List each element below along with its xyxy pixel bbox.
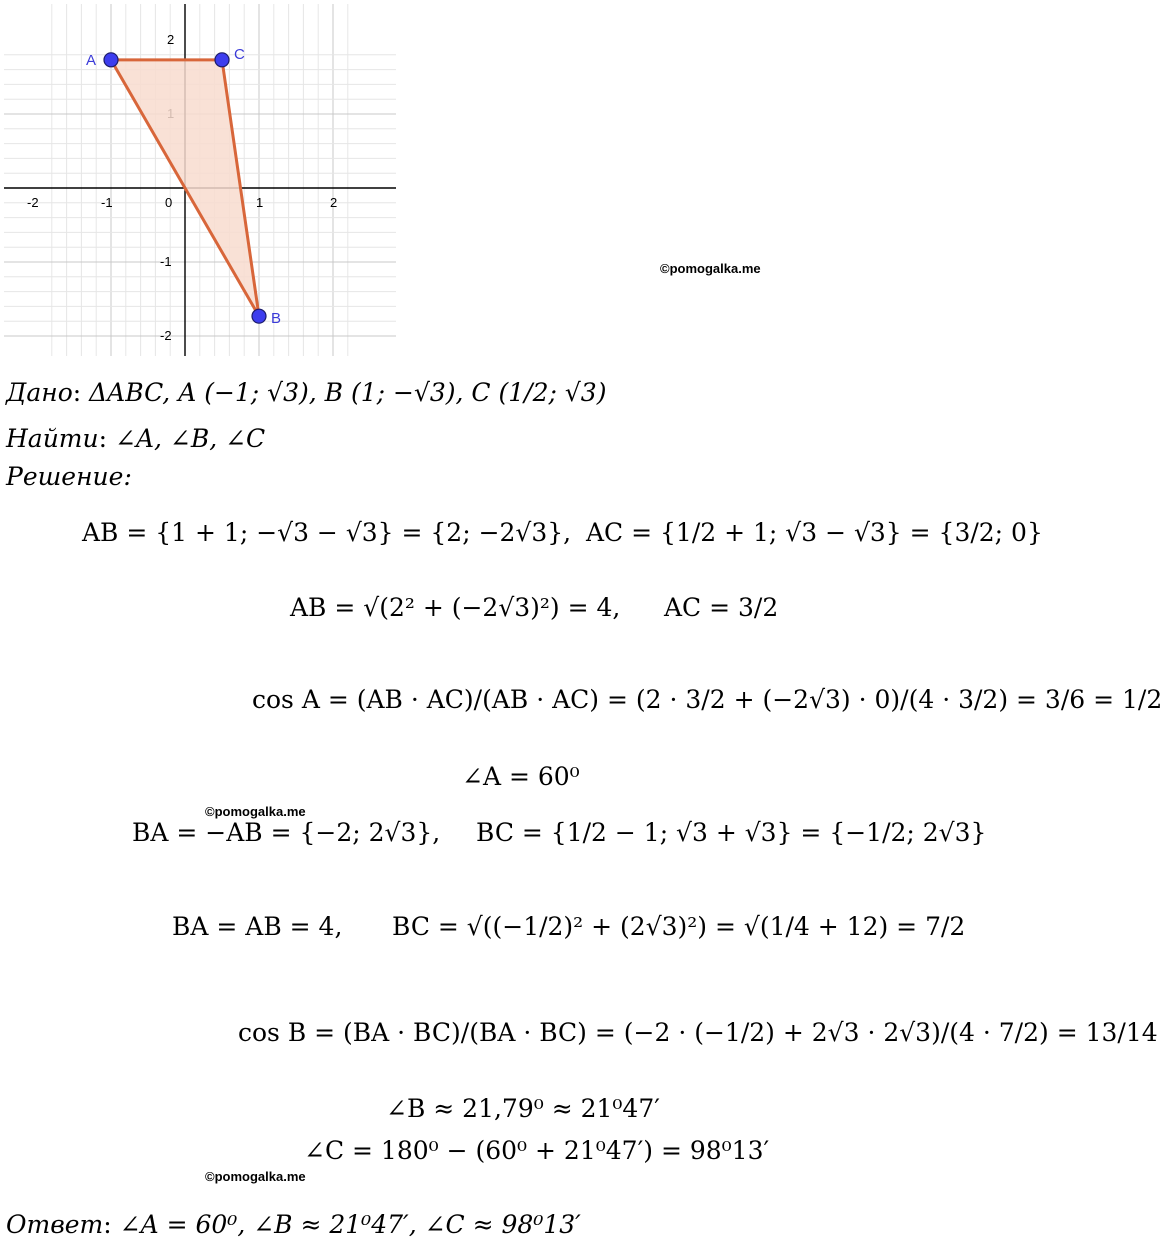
find-text: ∠A, ∠B, ∠C — [115, 424, 266, 453]
step-bc-vector: BC = {1/2 − 1; √3 + √3} = {−1/2; 2√3} — [476, 818, 987, 847]
vertex-point — [104, 53, 118, 67]
step-length-ab: AB = √(2² + (−2√3)²) = 4, — [290, 593, 621, 622]
step-angle-b: ∠B ≈ 21,79⁰ ≈ 21⁰47′ — [386, 1094, 660, 1123]
answer-text: ∠A = 60⁰, ∠B ≈ 21⁰47′, ∠C ≈ 98⁰13′ — [119, 1210, 581, 1239]
solution-label: Решение: — [6, 462, 132, 491]
step-length-ac: AC = 3/2 — [664, 593, 779, 622]
vertex-point — [215, 53, 229, 67]
vertex-label: C — [234, 45, 245, 63]
given-line: Дано: ΔABC, A (−1; √3), B (1; −√3), C (1/2; √3) — [6, 378, 607, 407]
step-angle-c: ∠C = 180⁰ − (60⁰ + 21⁰47′) = 98⁰13′ — [304, 1136, 770, 1165]
y-tick-label: -2 — [160, 328, 172, 343]
step-ba-vector: BA = −AB = {−2; 2√3}, — [132, 818, 441, 847]
step-angle-a: ∠A = 60⁰ — [462, 762, 580, 791]
step-length-bc: BC = √((−1/2)² + (2√3)²) = √(1/4 + 12) = 7/2 — [392, 912, 966, 941]
find-label: Найти — [6, 424, 99, 453]
x-tick-label: 2 — [330, 195, 338, 210]
answer-label: Ответ — [6, 1210, 104, 1239]
x-tick-label: -1 — [101, 195, 113, 210]
x-tick-label: 0 — [165, 195, 173, 210]
given-label: Дано — [6, 378, 73, 407]
step-cos-a: cos A = (AB · AC)/(AB · AC) = (2 · 3/2 + (−2√3) · 0)/(4 · 3/2) = 3/6 = 1/2 — [252, 685, 1162, 714]
x-tick-label: -2 — [27, 195, 39, 210]
find-line: Найти: ∠A, ∠B, ∠C — [6, 424, 266, 453]
step-ab-vector: AB = {1 + 1; −√3 − √3} = {2; −2√3}, — [82, 518, 572, 547]
y-tick-label: 2 — [167, 32, 175, 47]
watermark: ©pomogalka.me — [660, 261, 761, 276]
given-text: ΔABC, A (−1; √3), B (1; −√3), C (1/2; √3) — [89, 378, 607, 407]
step-length-ba: BA = AB = 4, — [172, 912, 343, 941]
answer-line: Ответ: ∠A = 60⁰, ∠B ≈ 21⁰47′, ∠C ≈ 98⁰13′ — [6, 1210, 581, 1239]
vertex-label: A — [86, 51, 97, 69]
coordinate-graph — [0, 0, 400, 360]
watermark: ©pomogalka.me — [205, 804, 306, 819]
x-tick-label: 1 — [256, 195, 264, 210]
vertex-label: B — [271, 310, 282, 328]
y-tick-label: -1 — [160, 254, 172, 269]
watermark: ©pomogalka.me — [205, 1169, 306, 1184]
step-ac-vector: AC = {1/2 + 1; √3 − √3} = {3/2; 0} — [586, 518, 1043, 547]
vertex-point — [252, 309, 266, 323]
step-cos-b: cos B = (BA · BC)/(BA · BC) = (−2 · (−1/2) + 2√3 · 2√3)/(4 · 7/2) = 13/14 — [238, 1018, 1158, 1047]
